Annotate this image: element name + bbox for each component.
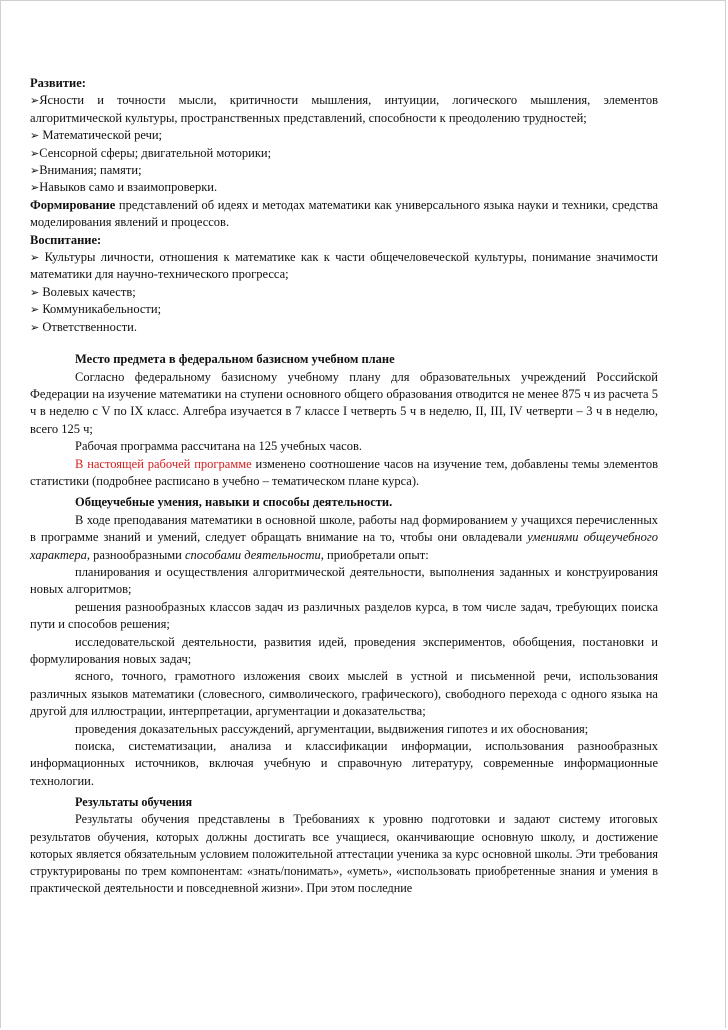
bullet-item: ➢ Коммуникабельности;	[30, 302, 162, 317]
place-changes: В настоящей рабочей программе изменено соотношение часов на изучение тем, добавлены темы элементов статистики (подробнее расписано в учебно – тематическом плане курса).	[30, 456, 659, 488]
bullet-item: ➢Ясности и точности мысли, критичности мышления, интуиции, логического мышления, элементов алгоритмической культуры, пространственных представлений, способности к преодолению трудностей;	[30, 93, 658, 125]
skills-item: исследовательской деятельности, развития идей, проведения экспериментов, обобщения, постановки и формулирования новых задач;	[30, 634, 658, 666]
bullet-item: ➢Внимания; памяти;	[30, 163, 142, 178]
skills-item: ясного, точного, грамотного изложения своих мыслей в устной и письменной речи, использования различных языков математики (словесного, символического, графического), свободного перехода с одного языка на другой для иллюстрации, интерпретации, аргументации и доказательства;	[30, 669, 658, 719]
arrow-bullet-icon: ➢	[30, 303, 40, 317]
skills-intro: В ходе преподавания математики в основной школе, работы над формированием у учащихся перечисленных в программе знаний и умений, следует обращать внимание на то, чтобы они овладевали умениями общеучебного характера, разнообразными способами деятельности, приобретали опыт:	[30, 512, 658, 562]
bullet-item: ➢ Математической речи;	[30, 128, 163, 143]
place-heading: Место предмета в федеральном базисном учебном плане	[75, 352, 395, 367]
bullet-item: ➢ Волевых качеств;	[30, 284, 136, 299]
arrow-bullet-icon: ➢	[30, 285, 40, 299]
skills-item: поиска, систематизации, анализа и классификации информации, использования разнообразных информационных источников, включая учебную и справочную литературу, современные информационные технологии.	[30, 739, 658, 788]
arrow-bullet-icon: ➢	[30, 129, 40, 143]
document-body	[30, 75, 658, 897]
place-paragraph: Согласно федеральному базисному учебному плану для образовательных учреждений Российской Федерации на изучение математики на ступени основного общего образования отводится не менее 875 ч из расчета 5 ч в неделю с V по IX класс. Алгебра изучается в 7 классе I четверть 5 ч в неделю, II, III, IV четверти – 3 ч в неделю, всего 125 ч;	[30, 369, 658, 436]
skills-item: решения разнообразных классов задач из различных разделов курса, в том числе задач, требующих поиска пути и способов решения;	[30, 599, 658, 632]
bullet-item: ➢ Ответственности.	[30, 319, 137, 334]
bullet-item: ➢Навыков само и взаимопроверки.	[30, 180, 218, 195]
results-heading: Результаты обучения	[75, 795, 193, 810]
skills-item: проведения доказательных рассуждений, аргументации, выдвижения гипотез и их обоснования;	[75, 721, 589, 736]
upbringing-heading: Воспитание:	[30, 232, 102, 247]
arrow-bullet-icon: ➢	[30, 146, 40, 160]
formation-paragraph: Формирование представлений об идеях и методах математики как универсального языка науки и техники, средства моделирования явлений и процессов.	[30, 197, 658, 230]
arrow-bullet-icon: ➢	[30, 320, 40, 334]
arrow-bullet-icon: ➢	[30, 181, 40, 195]
bullet-item: ➢Сенсорной сферы; двигательной моторики;	[30, 145, 272, 160]
arrow-bullet-icon: ➢	[30, 94, 40, 108]
bullet-item: ➢ Культуры личности, отношения к математике как к части общечеловеческой культуры, понимание значимости математики для научно-технического прогресса;	[30, 250, 658, 282]
arrow-bullet-icon: ➢	[30, 164, 40, 178]
results-paragraph: Результаты обучения представлены в Требованиях к уровню подготовки и задают систему итоговых результатов обучения, которых должны достигать все учащиеся, оканчивающие основную школу, и достижение которых является обязательным условием положительной аттестации ученика за курс основной школы. Эти требования структурированы по трем компонентам: «знать/понимать», «уметь», «использовать приобретенные знания и умения в практической деятельности и повседневной жизни». При этом последние	[30, 812, 658, 896]
skills-heading: Общеучебные умения, навыки и способы деятельности.	[75, 495, 393, 510]
skills-item: планирования и осуществления алгоритмической деятельности, выполнения заданных и конструирования новых алгоритмов;	[30, 564, 658, 597]
development-heading: Развитие:	[30, 76, 86, 90]
place-hours: Рабочая программа рассчитана на 125 учебных часов.	[75, 439, 362, 454]
arrow-bullet-icon: ➢	[30, 251, 40, 265]
